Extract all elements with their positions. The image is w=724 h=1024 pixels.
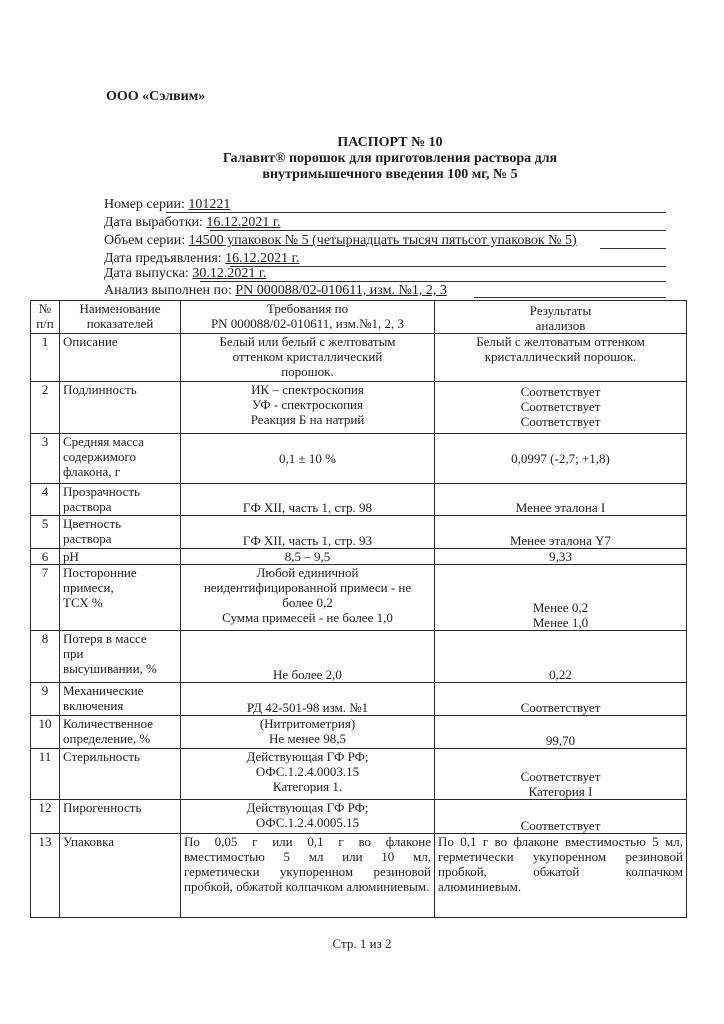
table-row [31,334,687,382]
title-line-1: ПАСПОРТ № 10 [337,135,443,150]
meta-analysis-value: PN 000088/02-010611, изм. №1, 2, 3 [235,283,447,298]
meta-underline [230,266,666,267]
title-line-3: внутримышечного введения 100 мг, № 5 [262,167,518,182]
meta-volume-label: Объем серии: [104,233,189,248]
page-number: Стр. 1 из 2 [332,936,392,951]
meta-series [104,197,230,213]
table-header-row [31,301,687,334]
meta-presentation-label: Дата предъявления: [104,251,226,266]
meta-production-label: Дата выработки: [104,215,207,230]
row-number: 7 [31,565,60,631]
row-name: Цветность раствора [60,516,181,549]
row-name: Средняя масса содержимого флакона, г [60,434,181,484]
row-requirement: Любой единичной неидентифицированной примеси - не более 0,2 Сумма примесей - не более 1,0 [181,565,435,631]
document-title [150,135,630,183]
row-result: Соответствует [435,683,687,716]
table-row [31,749,687,800]
table-row [31,834,687,918]
header-results: Результаты анализов [435,301,687,334]
row-requirement: ИК – спектроскопия УФ - спектроскопия Реакция Б на натрий [181,382,435,434]
row-result: Соответствует Категория I [435,749,687,800]
meta-release-label: Дата выпуска: [104,266,193,281]
meta-underline [210,230,666,231]
row-requirement: ГФ XII, часть 1, стр. 93 [181,516,435,549]
row-result: 0,22 [435,631,687,683]
table-row [31,565,687,631]
row-number: 1 [31,334,60,382]
row-name: pH [60,549,181,565]
meta-analysis-label: Анализ выполнен по: [104,283,236,298]
row-name: Пирогенность [60,800,181,834]
row-result: Белый с желтоватым оттенком кристаллический порошок. [435,334,687,382]
meta-release-value: 30.12.2021 г. [192,266,267,281]
header-num: № п/п [31,301,60,334]
meta-presentation-value: 16.12.2021 г. [225,251,300,266]
row-result: 99,70 [435,716,687,749]
row-number: 13 [31,834,60,918]
row-result: Менее эталона Y7 [435,516,687,549]
meta-analysis [104,283,447,299]
row-requirement: Действующая ГФ РФ; ОФС.1.2.4.0005.15 [181,800,435,834]
row-result: Менее эталона I [435,484,687,516]
table-row [31,716,687,749]
row-number: 3 [31,434,60,484]
row-result: Соответствует Соответствует Соответствует [435,382,687,434]
company-name: ООО «Сэлвим» [106,89,206,104]
row-name: Описание [60,334,181,382]
meta-series-label: Номер серии: [104,197,189,212]
header-requirements: Требования по PN 000088/02-010611, изм.№1, 2, 3 [181,301,435,334]
row-name: Стерильность [60,749,181,800]
row-requirement: Белый или белый с желтоватым оттенком кристаллический порошок. [181,334,435,382]
row-result: По 0,1 г во флаконе вместимостью 5 мл, герметически укупоренном резиновой пробкой, обжатой колпачком алюминиевым. [435,834,687,918]
header-name: Наименование показателей [60,301,181,334]
title-line-2: Галавит® порошок для приготовления раствора для [222,151,558,166]
meta-release-date [104,266,267,282]
row-name: Механические включения [60,683,181,716]
row-number: 4 [31,484,60,516]
row-requirement: РД 42-501-98 изм. №1 [181,683,435,716]
row-requirement: По 0,05 г или 0,1 г во флаконе вместимостью 5 мл или 10 мл, герметически укупоренном резиновой пробкой, обжатой колпачком алюминиевым. [181,834,435,918]
meta-series-value: 101221 [188,197,231,212]
row-requirement: ГФ XII, часть 1, стр. 98 [181,484,435,516]
table-row [31,631,687,683]
meta-underline [600,248,666,249]
table-row [31,434,687,484]
row-name: Посторонние примеси, ТСХ % [60,565,181,631]
row-number: 2 [31,382,60,434]
meta-volume-value: 14500 упаковок № 5 (четырнадцать тысяч пятьсот упаковок № 5) [188,233,577,248]
row-number: 12 [31,800,60,834]
table-row [31,549,687,565]
meta-presentation-date [104,251,299,267]
row-name: Прозрачность раствора [60,484,181,516]
row-name: Упаковка [60,834,181,918]
meta-production-date [104,215,281,231]
table-row [31,484,687,516]
row-number: 5 [31,516,60,549]
meta-underline [200,281,666,282]
row-name: Подлинность [60,382,181,434]
meta-underline [166,212,666,213]
meta-underline [474,297,666,298]
row-name: Количественное определение, % [60,716,181,749]
row-number: 6 [31,549,60,565]
row-number: 9 [31,683,60,716]
table-row [31,683,687,716]
table-row [31,800,687,834]
table-row [31,516,687,549]
row-requirement: 8,5 – 9,5 [181,549,435,565]
meta-production-value: 16.12.2021 г. [206,215,281,230]
row-result: Менее 0,2 Менее 1,0 [435,565,687,631]
row-requirement: (Нитритометрия) Не менее 98,5 [181,716,435,749]
row-requirement: 0,1 ± 10 % [181,434,435,484]
row-name: Потеря в массе при высушивании, % [60,631,181,683]
row-number: 11 [31,749,60,800]
row-result: 9,33 [435,549,687,565]
row-result: Соответствует [435,800,687,834]
row-number: 8 [31,631,60,683]
row-requirement: Действующая ГФ РФ; ОФС.1.2.4.0003.15 Категория 1. [181,749,435,800]
row-requirement: Не более 2,0 [181,631,435,683]
row-result: 0,0997 (-2,7; +1,8) [435,434,687,484]
row-number: 10 [31,716,60,749]
passport-table [30,300,687,918]
meta-volume [104,233,577,249]
table-row [31,382,687,434]
